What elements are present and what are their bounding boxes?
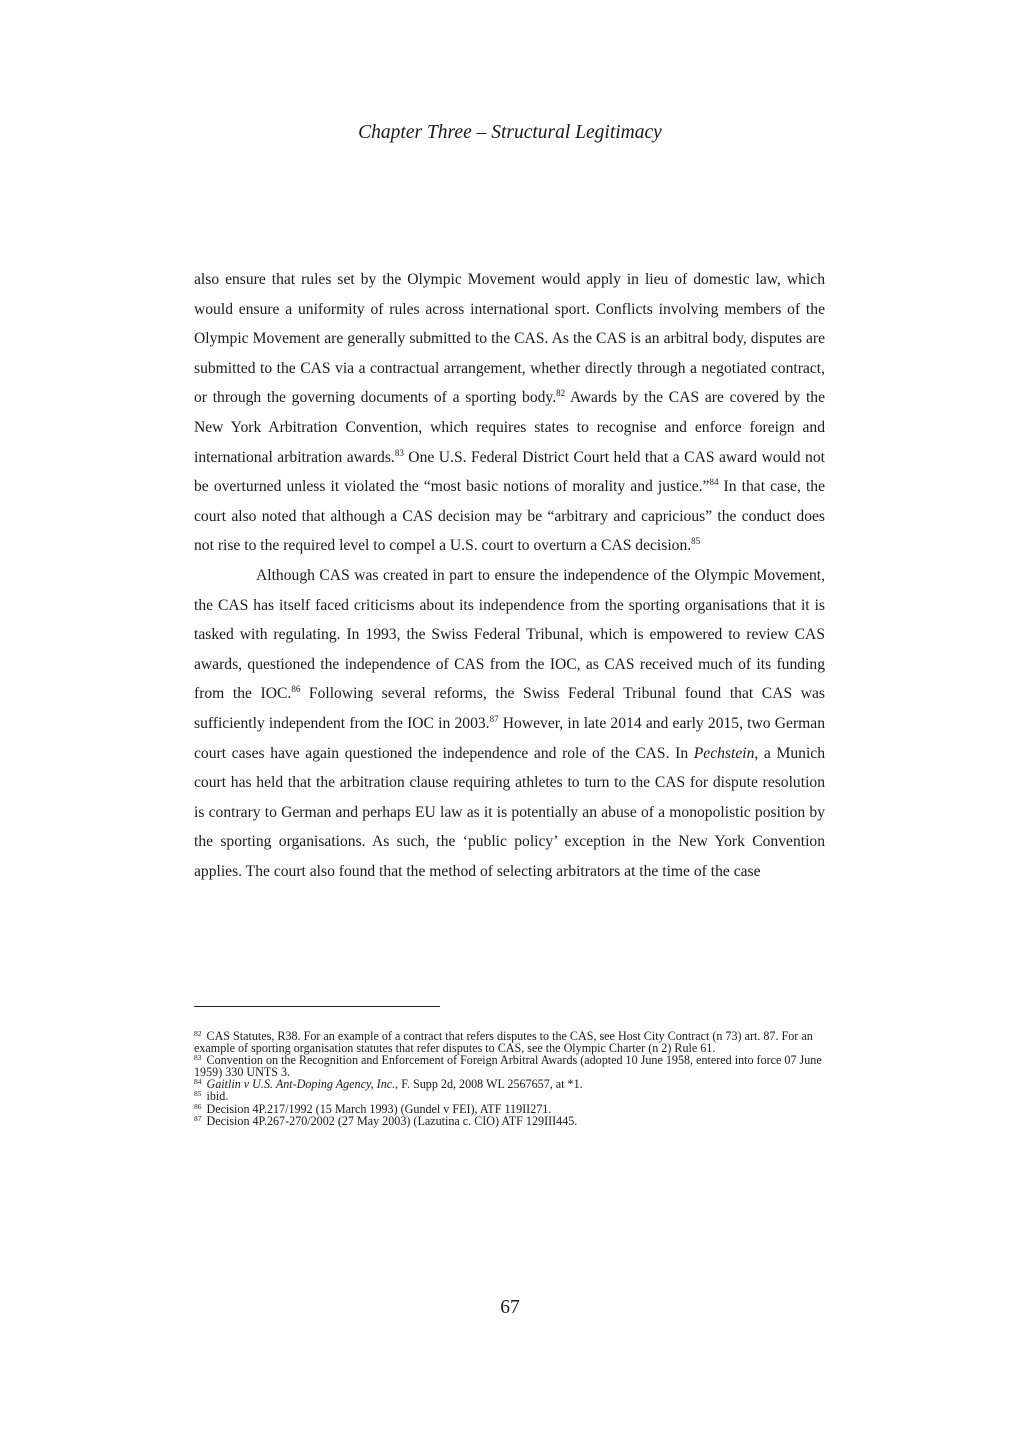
footnote-83: [194, 1054, 825, 1078]
paragraph-2-text-3: However, in late 2014 and early 2015, two German court cases have again questioned the independence and role of the CAS. In: [194, 714, 825, 762]
footnote-text: Decision 4P.217/1992 (15 March 1993) (Gundel v FEI), ATF 119II271.: [206, 1101, 552, 1116]
footnote-text: Convention on the Recognition and Enforcement of Foreign Arbitral Awards (adopted 10 June 1958, entered into force 07 June 1959) 330 UNTS 3.: [194, 1053, 822, 1080]
footnote-ref-86[interactable]: 86: [291, 684, 301, 695]
paragraph-2-text-4: , a Munich court has held that the arbitration clause requiring athletes to turn to the CAS for dispute resolution is contrary to German and perhaps EU law as it is potentially an abuse of a monopolistic position by the sporting organisations. As such, the ‘public policy’ exception in the New York Convention applies. The court also found that the method of selecting arbitrators at the time of the case: [194, 744, 825, 880]
footnote-text: , F. Supp 2d, 2008 WL 2567657, at *1.: [395, 1077, 583, 1092]
footnote-ref-85[interactable]: 85: [691, 536, 701, 547]
footnote-84: [194, 1078, 825, 1090]
footnote-number: 87: [194, 1113, 202, 1123]
footnotes: [194, 1030, 825, 1127]
footnote-number: 86: [194, 1101, 202, 1111]
footnote-number: 82: [194, 1029, 202, 1038]
paragraph-1-text-2: Awards by the CAS are covered by the New York Arbitration Convention, which requires states to recognise and enforce foreign and international arbitration awards.: [194, 389, 825, 466]
footnote-ref-82[interactable]: 82: [556, 388, 566, 399]
footnote-text: ibid.: [206, 1089, 229, 1104]
footnote-text: Decision 4P.267-270/2002 (27 May 2003) (Lazutina c. CIO) ATF 129III445.: [206, 1113, 578, 1128]
paragraph-1: [194, 265, 825, 561]
body-text: [194, 265, 825, 886]
footnote-82: [194, 1030, 825, 1054]
case-name: Pechstein: [693, 744, 755, 762]
paragraph-1-text-3: One U.S. Federal District Court held that a CAS award would not be overturned unless it violated the “most basic notions of morality and justice.”: [194, 448, 825, 496]
running-header: Chapter Three – Structural Legitimacy: [358, 122, 662, 143]
footnote-ref-87[interactable]: 87: [489, 713, 499, 724]
footnote-87: [194, 1115, 825, 1127]
paragraph-2-text-1: Although CAS was created in part to ensure the independence of the Olympic Movement, the CAS has itself faced criticisms about its independence from the sporting organisations that it is tasked with regulating. In 1993, the Swiss Federal Tribunal, which is empowered to review CAS awards, questioned the independence of CAS from the IOC, as CAS received much of its funding from the IOC.: [194, 566, 825, 703]
footnote-text: CAS Statutes, R38. For an example of a contract that refers disputes to the CAS, see Host City Contract (n 73) art. 87. For an example of sporting organisation statutes that refer disputes to CAS, see the Olympic Charter (n 2) Rule 61.: [194, 1029, 813, 1056]
footnote-ref-84[interactable]: 84: [709, 477, 719, 488]
paragraph-2-text-2: Following several reforms, the Swiss Federal Tribunal found that CAS was sufficiently independent from the IOC in 2003.: [194, 685, 825, 732]
footnote-number: 85: [194, 1089, 202, 1099]
footnote-ref-83[interactable]: 83: [394, 447, 404, 458]
footnote-divider: [194, 1006, 440, 1007]
footnote-case-name: Gaitlin v U.S. Ant-Doping Agency, Inc.: [206, 1077, 396, 1092]
paragraph-1-text-1: also ensure that rules set by the Olympic Movement would apply in lieu of domestic law, which would ensure a uniformity of rules across international sport. Conflicts involving members of the Olympic Movement are generally submitted to the CAS. As the CAS is an arbitral body, disputes are submitted to the CAS via a contractual arrangement, whether directly through a negotiated contract, or through the governing documents of a sporting body.: [194, 271, 825, 407]
footnote-number: 84: [194, 1077, 202, 1087]
paragraph-2: [194, 561, 825, 887]
paragraph-1-text-4: In that case, the court also noted that although a CAS decision may be “arbitrary and capricious” the conduct does not rise to the required level to compel a U.S. court to overturn a CAS decision.: [194, 478, 825, 555]
page-number: 67: [500, 1297, 520, 1318]
footnote-number: 83: [194, 1053, 202, 1063]
